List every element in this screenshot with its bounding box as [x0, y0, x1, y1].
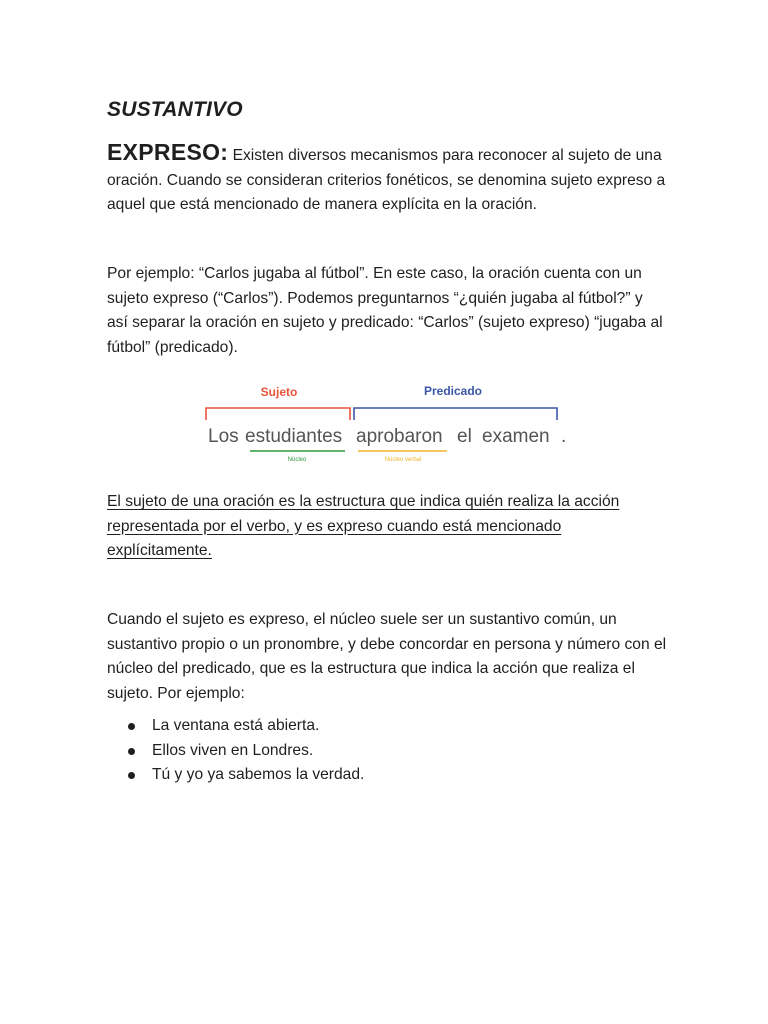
- list-item: [107, 714, 364, 739]
- sentence-word: examen: [482, 426, 550, 447]
- definition-paragraph: [107, 490, 667, 564]
- list-item-text: Ellos viven en Londres.: [152, 741, 314, 759]
- sentence-diagram-svg: [200, 376, 580, 466]
- predicate-label: Predicado: [423, 384, 483, 398]
- list-item: [107, 763, 364, 788]
- bullet-icon: [128, 772, 135, 779]
- sentence-word: Los: [208, 426, 239, 447]
- bullet-icon: [128, 723, 135, 730]
- sentence-word: estudiantes: [245, 426, 343, 447]
- verb-nucleus-label: Núcleo verbal: [384, 457, 422, 463]
- list-item: [107, 739, 364, 764]
- examples-list: [107, 714, 364, 788]
- sentence-diagram: [200, 376, 580, 471]
- subject-nucleus-label: Núcleo: [287, 457, 307, 463]
- intro-text: Existen diversos mecanismos para reconocer al sujeto de una oración. Cuando se consideran criterios fonéticos, se denomina sujeto expreso a aquel que está mencionado de manera explícita en la oración.: [107, 147, 666, 213]
- list-item-text: La ventana está abierta.: [152, 717, 320, 734]
- list-item-text: Tú y yo ya sabemos la verdad.: [152, 766, 365, 783]
- example-paragraph: Por ejemplo: “Carlos jugaba al fútbol”. En este caso, la oración cuenta con un sujeto expreso (“Carlos”). Podemos preguntarnos “¿quién jugaba al fútbol?” y así separar la oración en sujeto y predicado: “Carlos” (sujeto expreso) “jugaba al fútbol” (predicado).: [107, 265, 663, 356]
- intro-paragraph: [107, 140, 667, 218]
- sentence-word: .: [561, 426, 567, 447]
- intro-term: EXPRESO:: [107, 139, 229, 165]
- predicate-bracket: [354, 408, 557, 420]
- explanation-paragraph: Cuando el sujeto es expreso, el núcleo suele ser un sustantivo común, un sustantivo propio o un pronombre, y debe concordar en persona y número con el núcleo del predicado, que es la estructura que indica la acción que realiza el sujeto. Por ejemplo:: [107, 611, 667, 702]
- sentence-word: aprobaron: [356, 426, 443, 447]
- sentence-word: el: [457, 426, 472, 447]
- definition-text: El sujeto de una oración es la estructura que indica quién realiza la acción representada por el verbo, y es expreso cuando está mencionado explícitamente.: [107, 493, 620, 559]
- document-heading: SUSTANTIVO: [107, 98, 243, 121]
- bullet-icon: [128, 748, 135, 755]
- subject-bracket: [206, 408, 350, 420]
- subject-label: Sujeto: [260, 385, 298, 399]
